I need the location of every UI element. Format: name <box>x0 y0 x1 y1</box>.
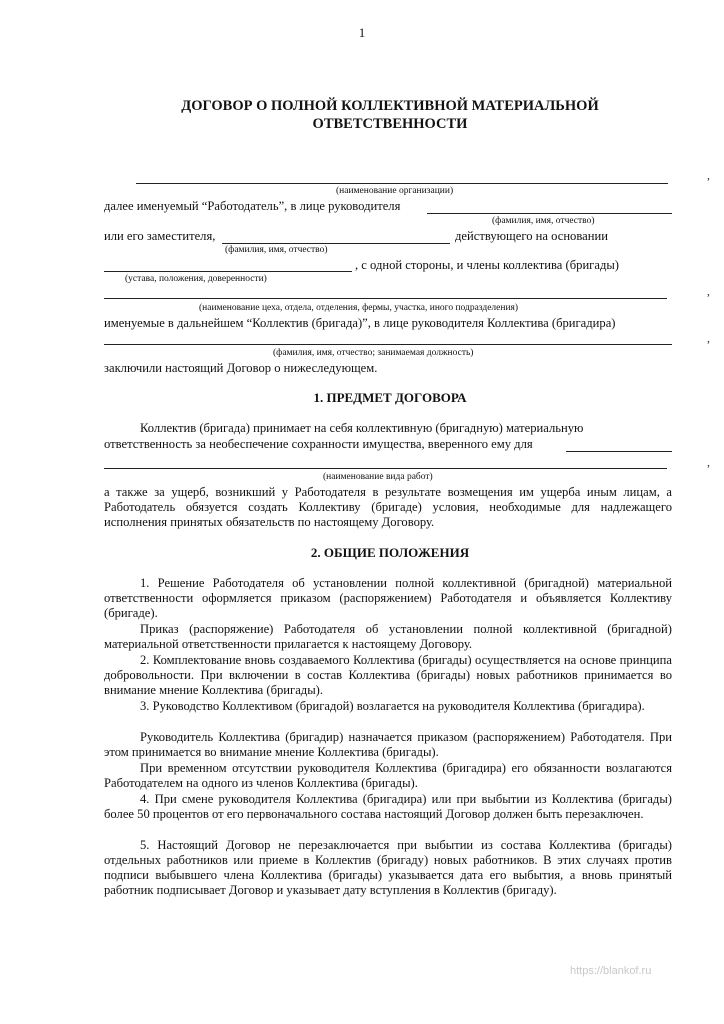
section-2-paragraph-4: 3. Руководство Коллективом (бригадой) возлагается на руководителя Коллектива (бригадира). <box>140 699 645 713</box>
section-1-p1-line2: ответственность за необеспечение сохранности имущества, вверенного ему для <box>104 437 533 451</box>
section-2-paragraph-1: 1. Решение Работодателя об установлении полной коллективной (бригадной) материальной ответственности оформляется приказом (распоряжением) Работодателя и объявляется Коллективу (бригаде). <box>104 576 672 620</box>
section-2-paragraph-3: 2. Комплектование вновь создаваемого Коллектива (бригады) осуществляется на основе принципа добровольности. При включении в состав Коллектива (бригады) новых работников принимается во внимание мнение Коллектива (бригады). <box>104 653 672 697</box>
caption-work-type: (наименование вида работ) <box>323 472 433 482</box>
section-1-heading: 1. ПРЕДМЕТ ДОГОВОРА <box>313 390 467 405</box>
section-1-paragraph-2: а также за ущерб, возникший у Работодателя в результате возмещения им ущерба иным лицам, а Работодатель обязуется создать Коллективу (бригаде) условия, необходимые для надлежащего исполнения принятых обязательств по настоящему Договору. <box>104 485 672 529</box>
margin-comma-2: , <box>707 284 710 298</box>
concluded-text: заключили настоящий Договор о нижеследующем. <box>104 361 378 375</box>
document-title-line-1: ДОГОВОР О ПОЛНОЙ КОЛЛЕКТИВНОЙ МАТЕРИАЛЬНОЙ <box>181 98 599 114</box>
basis-document-line <box>104 271 352 272</box>
margin-comma-1: , <box>707 168 710 182</box>
organization-name-line <box>136 183 668 184</box>
department-line <box>104 298 667 299</box>
work-type-line <box>104 468 667 469</box>
deputy-text: или его заместителя, <box>104 229 216 243</box>
caption-fio-position: (фамилия, имя, отчество; занимаемая должность) <box>273 348 474 358</box>
acting-basis-text: действующего на основании <box>455 229 608 243</box>
caption-department: (наименование цеха, отдела, отделения, фермы, участка, иного подразделения) <box>199 303 519 313</box>
work-type-short-line <box>566 451 672 452</box>
caption-fio-2: (фамилия, имя, отчество) <box>225 245 328 255</box>
document-title-line-2: ОТВЕТСТВЕННОСТИ <box>312 116 468 132</box>
employer-text: далее именуемый “Работодатель”, в лице руководителя <box>104 199 401 213</box>
page-number: 1 <box>358 25 366 40</box>
brigadier-line <box>104 344 672 345</box>
caption-organization: (наименование организации) <box>336 186 454 196</box>
caption-charter: (устава, положения, доверенности) <box>125 274 267 284</box>
watermark-url: https://blankof.ru <box>570 965 652 977</box>
section-2-paragraph-7: 4. При смене руководителя Коллектива (бригадира) или при выбытии из Коллектива (бригады) более 50 процентов от его первоначального состава настоящий Договор должен быть перезаключен. <box>104 792 672 821</box>
section-2-heading: 2. ОБЩИЕ ПОЛОЖЕНИЯ <box>310 545 470 560</box>
section-2-paragraph-2: Приказ (распоряжение) Работодателя об установлении полной коллективной (бригадной) материальной ответственности прилагается к настоящему Договору. <box>104 622 672 651</box>
collective-text: именуемые в дальнейшем “Коллектив (бригада)”, в лице руководителя Коллектива (бригадира) <box>104 316 616 330</box>
section-2-paragraph-6: При временном отсутствии руководителя Коллектива (бригадира) его обязанности возлагаются Работодателем на одного из членов Коллектива (бригады). <box>104 761 672 790</box>
deputy-name-line <box>222 243 450 244</box>
one-side-text: , с одной стороны, и члены коллектива (бригады) <box>355 258 620 272</box>
section-2-paragraph-5: Руководитель Коллектива (бригадир) назначается приказом (распоряжением) Работодателя. При этом принимается во внимание мнение Коллектива (бригады). <box>104 730 672 759</box>
margin-comma-3: , <box>707 331 710 345</box>
caption-fio-1: (фамилия, имя, отчество) <box>492 216 595 226</box>
section-2-paragraph-8: 5. Настоящий Договор не перезаключается при выбытии из состава Коллектива (бригады) отдельных работников или приеме в Коллектив (бригаду) новых работников. В этих случаях против подписи выбывшего члена Коллектива (бригады) указывается дата его выбытия, а вновь принятый работник подписывает Договор и указывает дату вступления в Коллектив (бригаду). <box>104 838 672 897</box>
margin-comma-4: , <box>707 455 710 469</box>
director-name-line <box>427 213 672 214</box>
section-1-p1-line1: Коллектив (бригада) принимает на себя коллективную (бригадную) материальную <box>140 421 584 435</box>
